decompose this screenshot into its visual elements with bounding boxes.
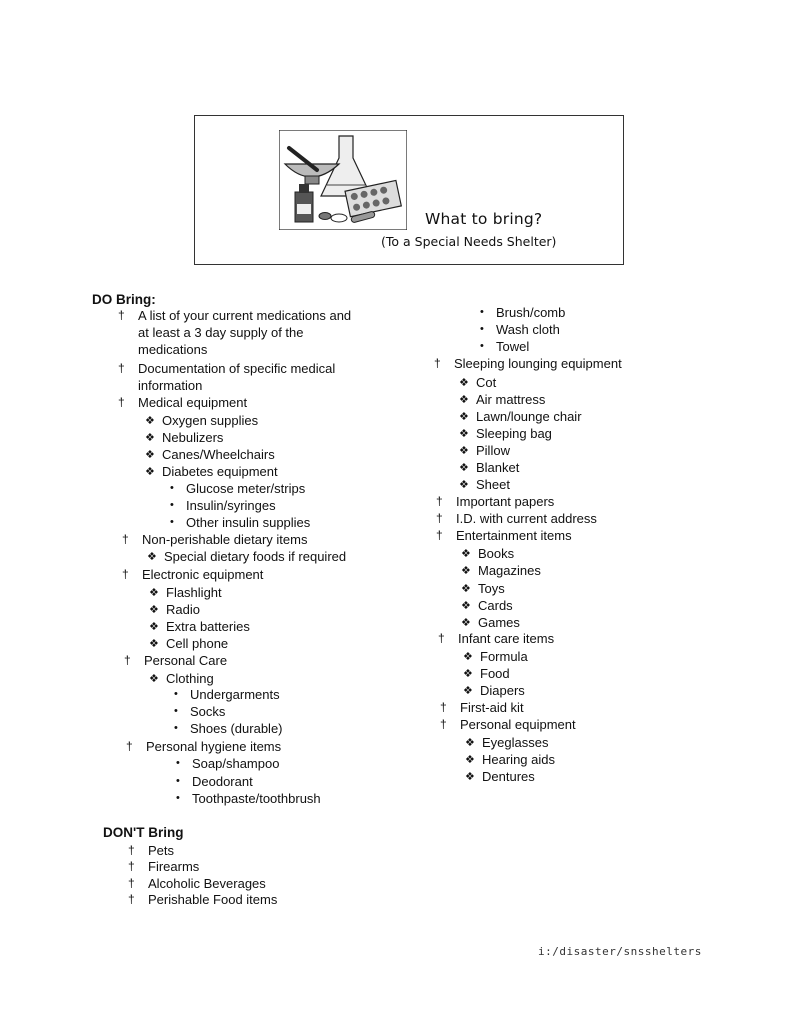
list-item: ❖ Eyeglasses [465,735,549,750]
list-item: ❖ Extra batteries [149,619,250,634]
list-item: † Personal Care [124,653,228,668]
list-item: • Undergarments [174,687,280,702]
list-item: † Important papers [436,494,555,509]
list-item: ❖ Diapers [463,683,525,698]
list-item: ❖ Formula [463,649,528,664]
list-item: ❖ Blanket [459,460,520,475]
list-item: † Pets [128,843,175,858]
list-item: • Brush/comb [480,305,566,320]
dont-bring-heading: DON'T Bring [103,825,184,840]
list-item: ❖ Cards [461,598,513,613]
list-item: ❖ Radio [149,602,200,617]
list-item: • Insulin/syringes [170,498,276,513]
file-path-footer: i:/disaster/snsshelters [538,945,702,958]
list-item: ❖ Magazines [461,563,541,578]
list-item: • Socks [174,704,226,719]
list-item: † Sleeping lounging equipment [434,356,622,371]
list-item: † I.D. with current address [436,511,597,526]
list-item: ❖ Diabetes equipment [145,464,278,479]
list-item: ❖ Clothing [149,671,214,686]
medical-supplies-icon [279,130,407,230]
list-item: ❖ Flashlight [149,585,222,600]
list-item: • Toothpaste/toothbrush [176,791,321,806]
list-item: • Shoes (durable) [174,721,283,736]
list-item: • Deodorant [176,774,253,789]
list-item: information [138,378,203,393]
list-item: ❖ Dentures [465,769,535,784]
list-item: • Other insulin supplies [170,515,311,530]
list-item: ❖ Sheet [459,477,510,492]
list-item: • Towel [480,339,530,354]
list-item: ❖ Cell phone [149,636,229,651]
list-item: † Entertainment items [436,528,572,543]
list-item: ❖ Hearing aids [465,752,555,767]
list-item: † Firearms [128,859,200,874]
list-item: ❖ Food [463,666,510,681]
list-item: † Electronic equipment [122,567,264,582]
list-item: • Wash cloth [480,322,560,337]
list-item: † Medical equipment [118,395,248,410]
list-item: ❖ Oxygen supplies [145,413,259,428]
list-item: ❖ Nebulizers [145,430,224,445]
list-item: ❖ Books [461,546,515,561]
page-subtitle: (To a Special Needs Shelter) [381,234,557,249]
list-item: † First-aid kit [440,700,524,715]
page-title: What to bring? [425,210,543,228]
list-item: ❖ Canes/Wheelchairs [145,447,275,462]
list-item: ❖ Sleeping bag [459,426,552,441]
list-item: † Alcoholic Beverages [128,876,266,891]
list-item: medications [138,342,208,357]
list-item: ❖ Air mattress [459,392,546,407]
list-item: ❖ Lawn/lounge chair [459,409,582,424]
list-item: ❖ Toys [461,581,505,596]
list-item: ❖ Cot [459,375,497,390]
list-item: † Documentation of specific medical [118,361,336,376]
list-item: † Personal hygiene items [126,739,282,754]
header-box [194,115,624,265]
list-item: † Personal equipment [440,717,576,732]
list-item: • Soap/shampoo [176,756,280,771]
list-item: ❖ Games [461,615,520,630]
list-item: † Non-perishable dietary items [122,532,308,547]
list-item: at least a 3 day supply of the [138,325,304,340]
list-item: † Perishable Food items [128,892,278,907]
list-item: ❖ Pillow [459,443,510,458]
list-item: ❖ Special dietary foods if required [147,549,347,564]
do-bring-heading: DO Bring: [92,292,156,307]
list-item: † Infant care items [438,631,555,646]
list-item: • Glucose meter/strips [170,481,306,496]
list-item: † A list of your current medications and [118,308,352,323]
